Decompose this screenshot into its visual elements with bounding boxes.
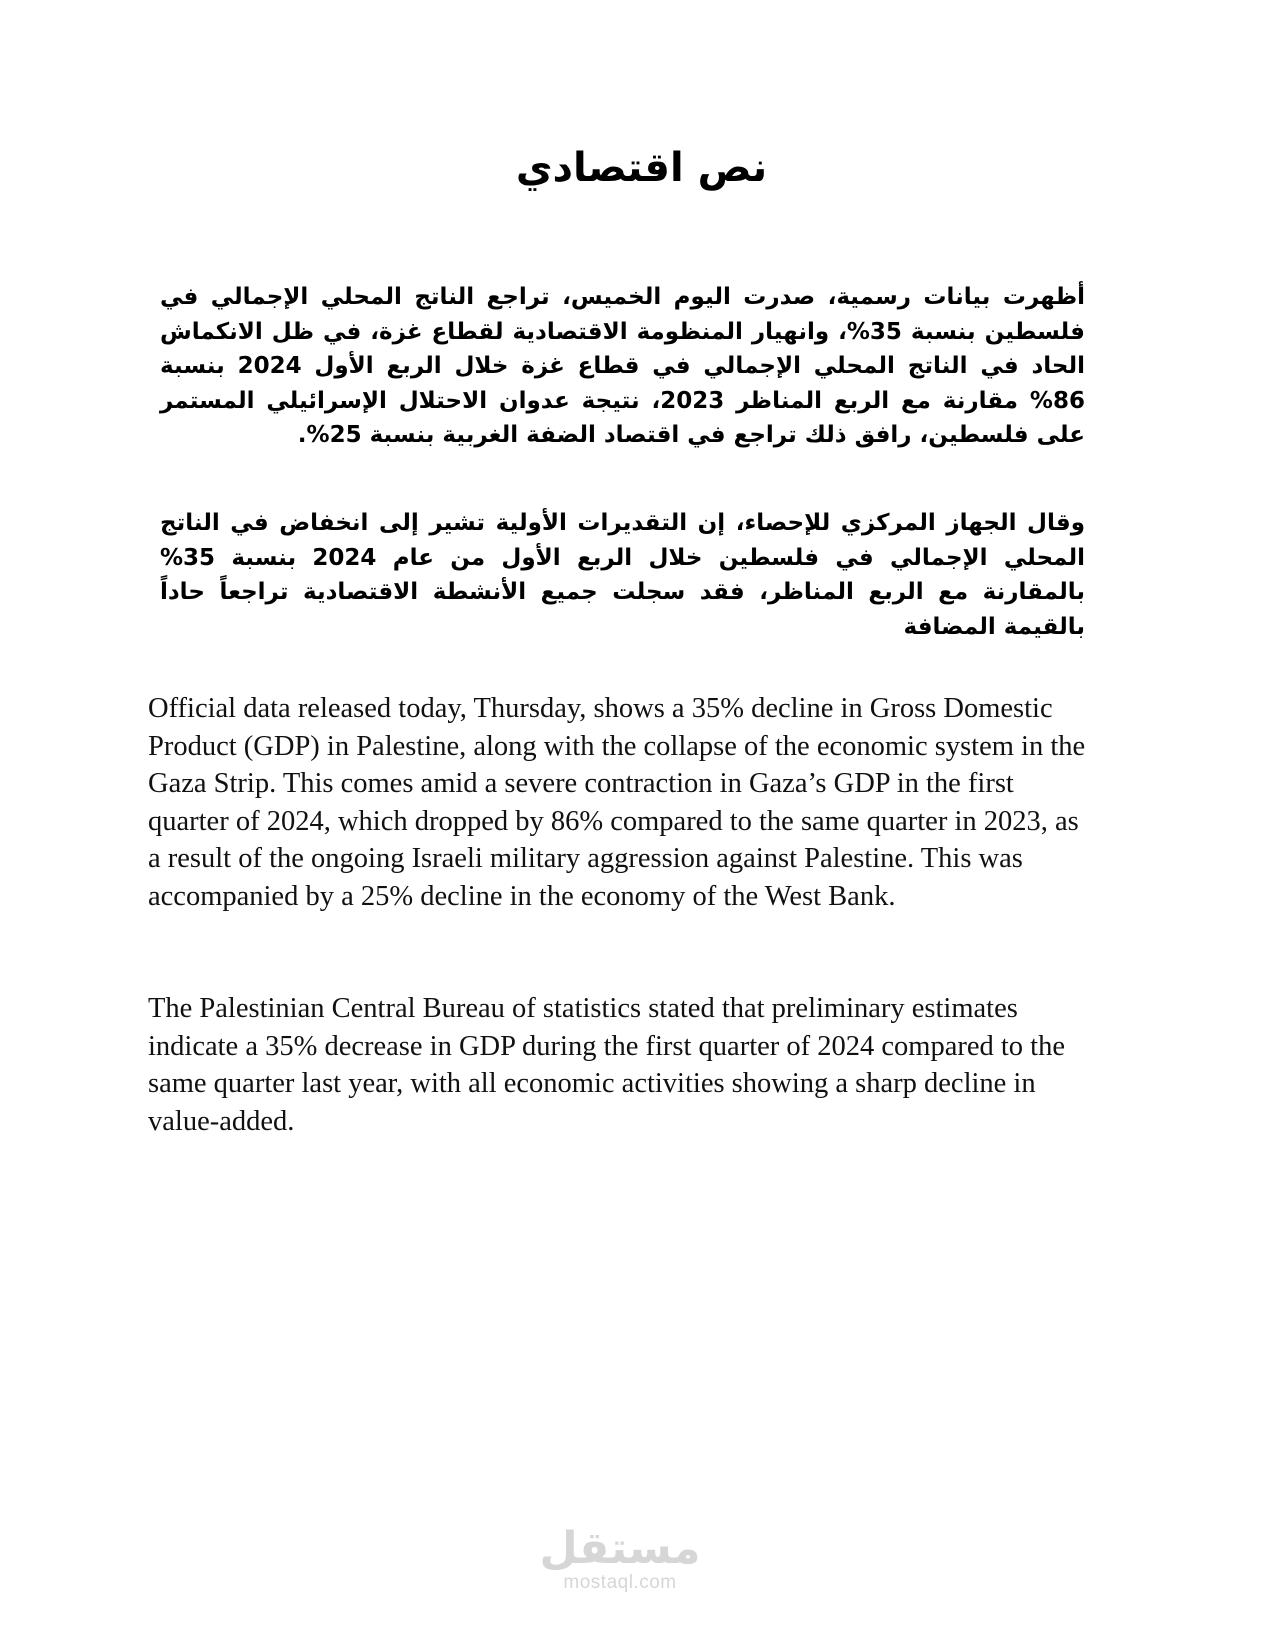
english-paragraph-1: Official data released today, Thursday, shows a 35% decline in Gross Domestic Product (GDP) in Palestine, along with the collapse of the economic system in the Gaza Strip. This comes amid a severe contraction in Gaza’s GDP in the first quarter of 2024, which dropped by 86% compared to the same quarter in 2023, as a result of the ongoing Israeli military aggression against Palestine. This was accompanied by a 25% decline in the economy of the West Bank. <box>148 693 1086 912</box>
watermark-logo-latin: mostaql.com <box>563 1572 677 1593</box>
arabic-paragraph-1: أظهرت بيانات رسمية، صدرت اليوم الخميس، تراجع الناتج المحلي الإجمالي في فلسطين بنسبة 35%، وانهيار المنظومة الاقتصادية لقطاع غزة، في ظل الانكماش الحاد في الناتج المحلي الإجمالي في قطاع غزة خلال الربع الأول 2024 بنسبة 86% مقارنة مع الربع المناظر 2023، نتيجة عدوان الاحتلال الإسرائيلي المستمر على فلسطين، رافق ذلك تراجع في اقتصاد الضفة الغربية بنسبة 25%. <box>160 284 1085 448</box>
english-paragraph-2: The Palestinian Central Bureau of statistics stated that preliminary estimates indicate a 35% decrease in GDP during the first quarter of 2024 compared to the same quarter last year, with all economic activities showing a sharp decline in value-added. <box>148 993 1065 1137</box>
watermark-logo-arabic: مستقل <box>539 1523 701 1574</box>
arabic-paragraph-2: وقال الجهاز المركزي للإحصاء، إن التقديرات الأولية تشير إلى انخفاض في الناتج المحلي الإجمالي في فلسطين خلال الربع الأول من عام 2024 بنسبة 35% بالمقارنة مع الربع المناظر، فقد سجلت جميع الأنشطة الاقتصادية تراجعاً حاداً بالقيمة المضافة <box>160 510 1085 640</box>
mostaql-watermark <box>520 1525 720 1593</box>
page-title: نص اقتصادي <box>515 145 768 191</box>
